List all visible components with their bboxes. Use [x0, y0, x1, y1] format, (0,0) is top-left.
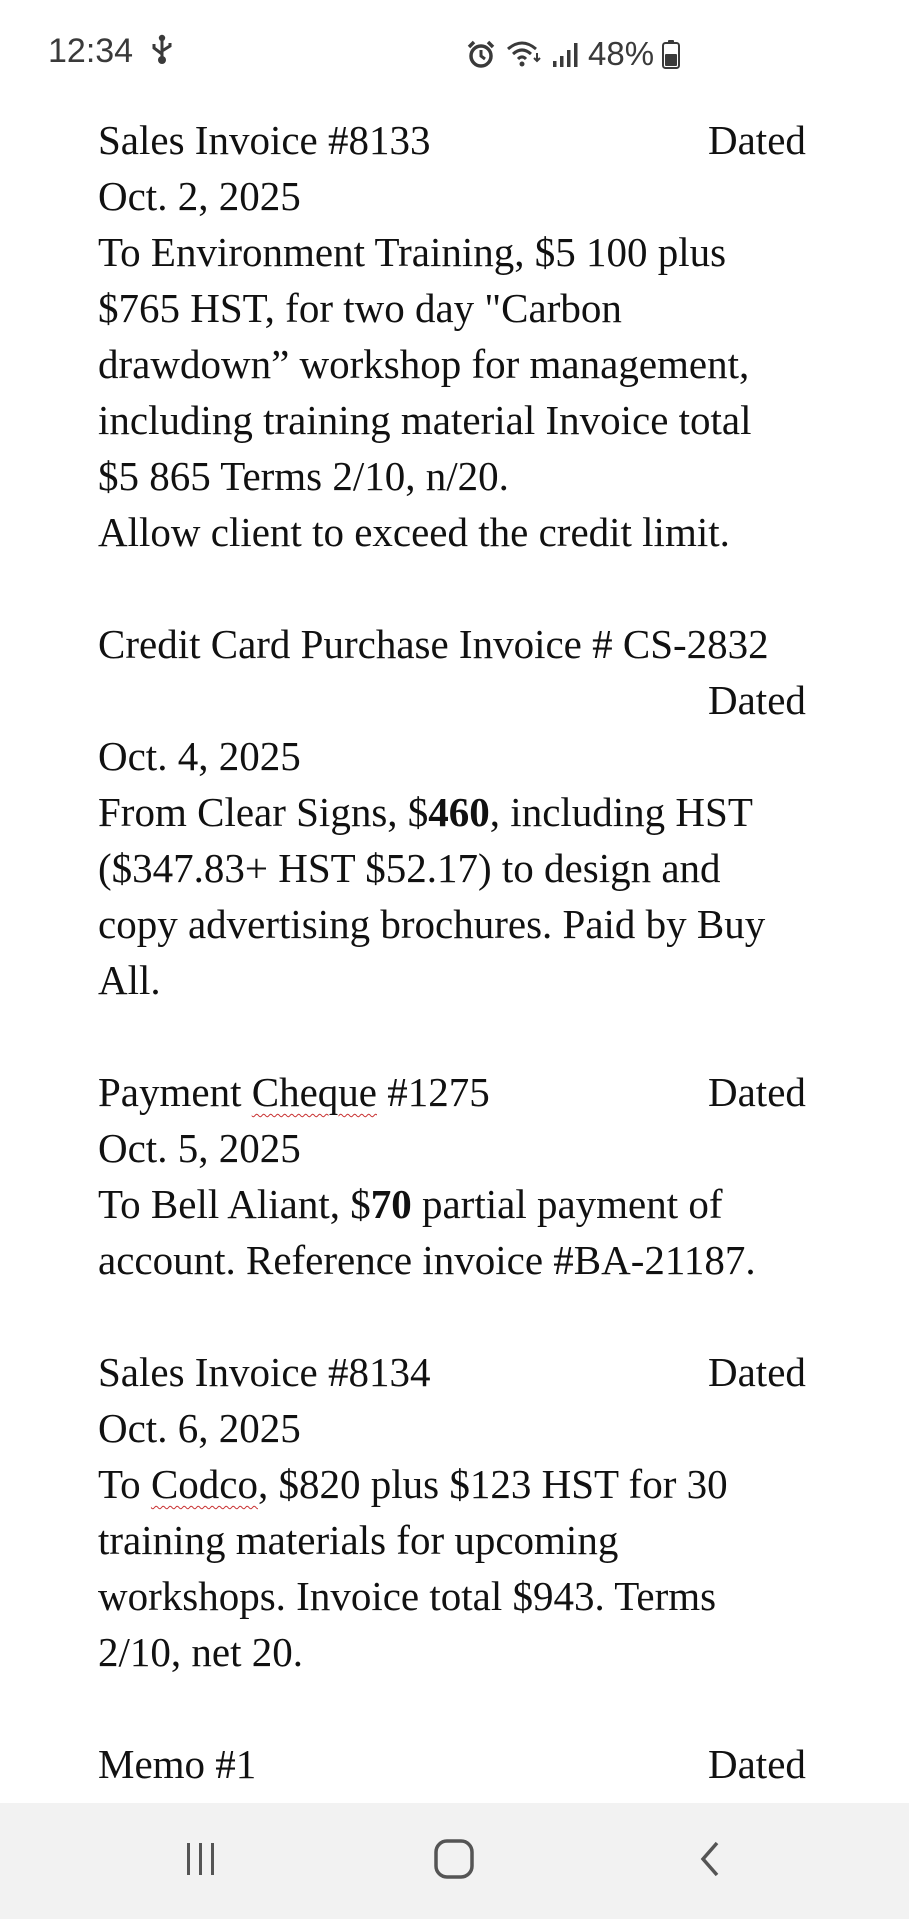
back-button[interactable] — [680, 1833, 740, 1889]
alarm-icon — [466, 39, 496, 69]
entry-line: ($347.83+ HST $52.17) to design and — [98, 845, 721, 891]
entry-credit-card-purchase-cs-2832 — [98, 616, 878, 1008]
recent-apps-icon — [181, 1841, 221, 1882]
wifi-icon — [504, 39, 544, 69]
entry-heading: Sales Invoice #8134 — [98, 1349, 431, 1395]
status-icons — [466, 32, 680, 76]
entry-line: workshops. Invoice total $943. Terms — [98, 1573, 717, 1619]
entry-heading: Payment Cheque #1275 — [98, 1069, 490, 1115]
entry-line: To Bell Aliant, $70 partial payment of — [98, 1181, 723, 1227]
navigation-bar — [0, 1803, 909, 1919]
status-time: 12:34 — [48, 32, 134, 70]
back-icon — [695, 1839, 725, 1884]
entry-line: drawdown” workshop for management, — [98, 341, 750, 387]
entry-line: To Codco, $820 plus $123 HST for 30 — [98, 1461, 728, 1507]
document-body — [98, 112, 878, 1802]
entry-line: Allow client to exceed the credit limit. — [98, 509, 730, 555]
entry-line: $765 HST, for two day "Carbon — [98, 285, 622, 331]
dated-label: Dated — [708, 1741, 806, 1787]
entry-date: Oct. 6, 2025 — [98, 1405, 301, 1451]
home-button[interactable] — [424, 1833, 484, 1889]
entry-line: training materials for upcoming — [98, 1517, 619, 1563]
entry-line: copy advertising brochures. Paid by Buy — [98, 901, 766, 947]
battery-icon — [662, 39, 680, 69]
entry-line: $5 865 Terms 2/10, n/20. — [98, 453, 509, 499]
entry-date: Oct. 4, 2025 — [98, 733, 301, 779]
entry-line: 2/10, net 20. — [98, 1629, 303, 1675]
entry-payment-cheque-1275 — [98, 1064, 878, 1288]
home-icon — [433, 1838, 475, 1885]
dated-label: Dated — [708, 677, 806, 723]
entry-heading: Memo #1 — [98, 1741, 257, 1787]
dated-label: Dated — [708, 1069, 806, 1115]
entry-line: account. Reference invoice #BA-21187. — [98, 1237, 756, 1283]
entry-heading: Sales Invoice #8133 — [98, 117, 431, 163]
entry-date: Oct. 5, 2025 — [98, 1125, 301, 1171]
signal-icon — [552, 39, 580, 69]
entry-line: From Clear Signs, $460, including HST — [98, 789, 753, 835]
entry-date: Oct. 2, 2025 — [98, 173, 301, 219]
bold-amount: 70 — [370, 1181, 412, 1227]
status-bar — [0, 0, 909, 110]
entry-line: All. — [98, 957, 161, 1003]
dated-label: Dated — [708, 1349, 806, 1395]
entry-line: To Environment Training, $5 100 plus — [98, 229, 727, 275]
spellcheck-word: Codco — [150, 1461, 258, 1507]
recent-apps-button[interactable] — [171, 1833, 231, 1889]
usb-icon — [148, 34, 176, 64]
bold-amount: 460 — [428, 789, 490, 835]
entry-sales-invoice-8133 — [98, 112, 878, 560]
spellcheck-word: Cheque — [251, 1069, 377, 1115]
entry-heading: Credit Card Purchase Invoice # CS-2832 — [98, 621, 769, 667]
entry-line: including training material Invoice total — [98, 397, 752, 443]
dated-label: Dated — [708, 117, 806, 163]
battery-percent: 48% — [588, 35, 655, 72]
entry-sales-invoice-8134 — [98, 1344, 878, 1680]
